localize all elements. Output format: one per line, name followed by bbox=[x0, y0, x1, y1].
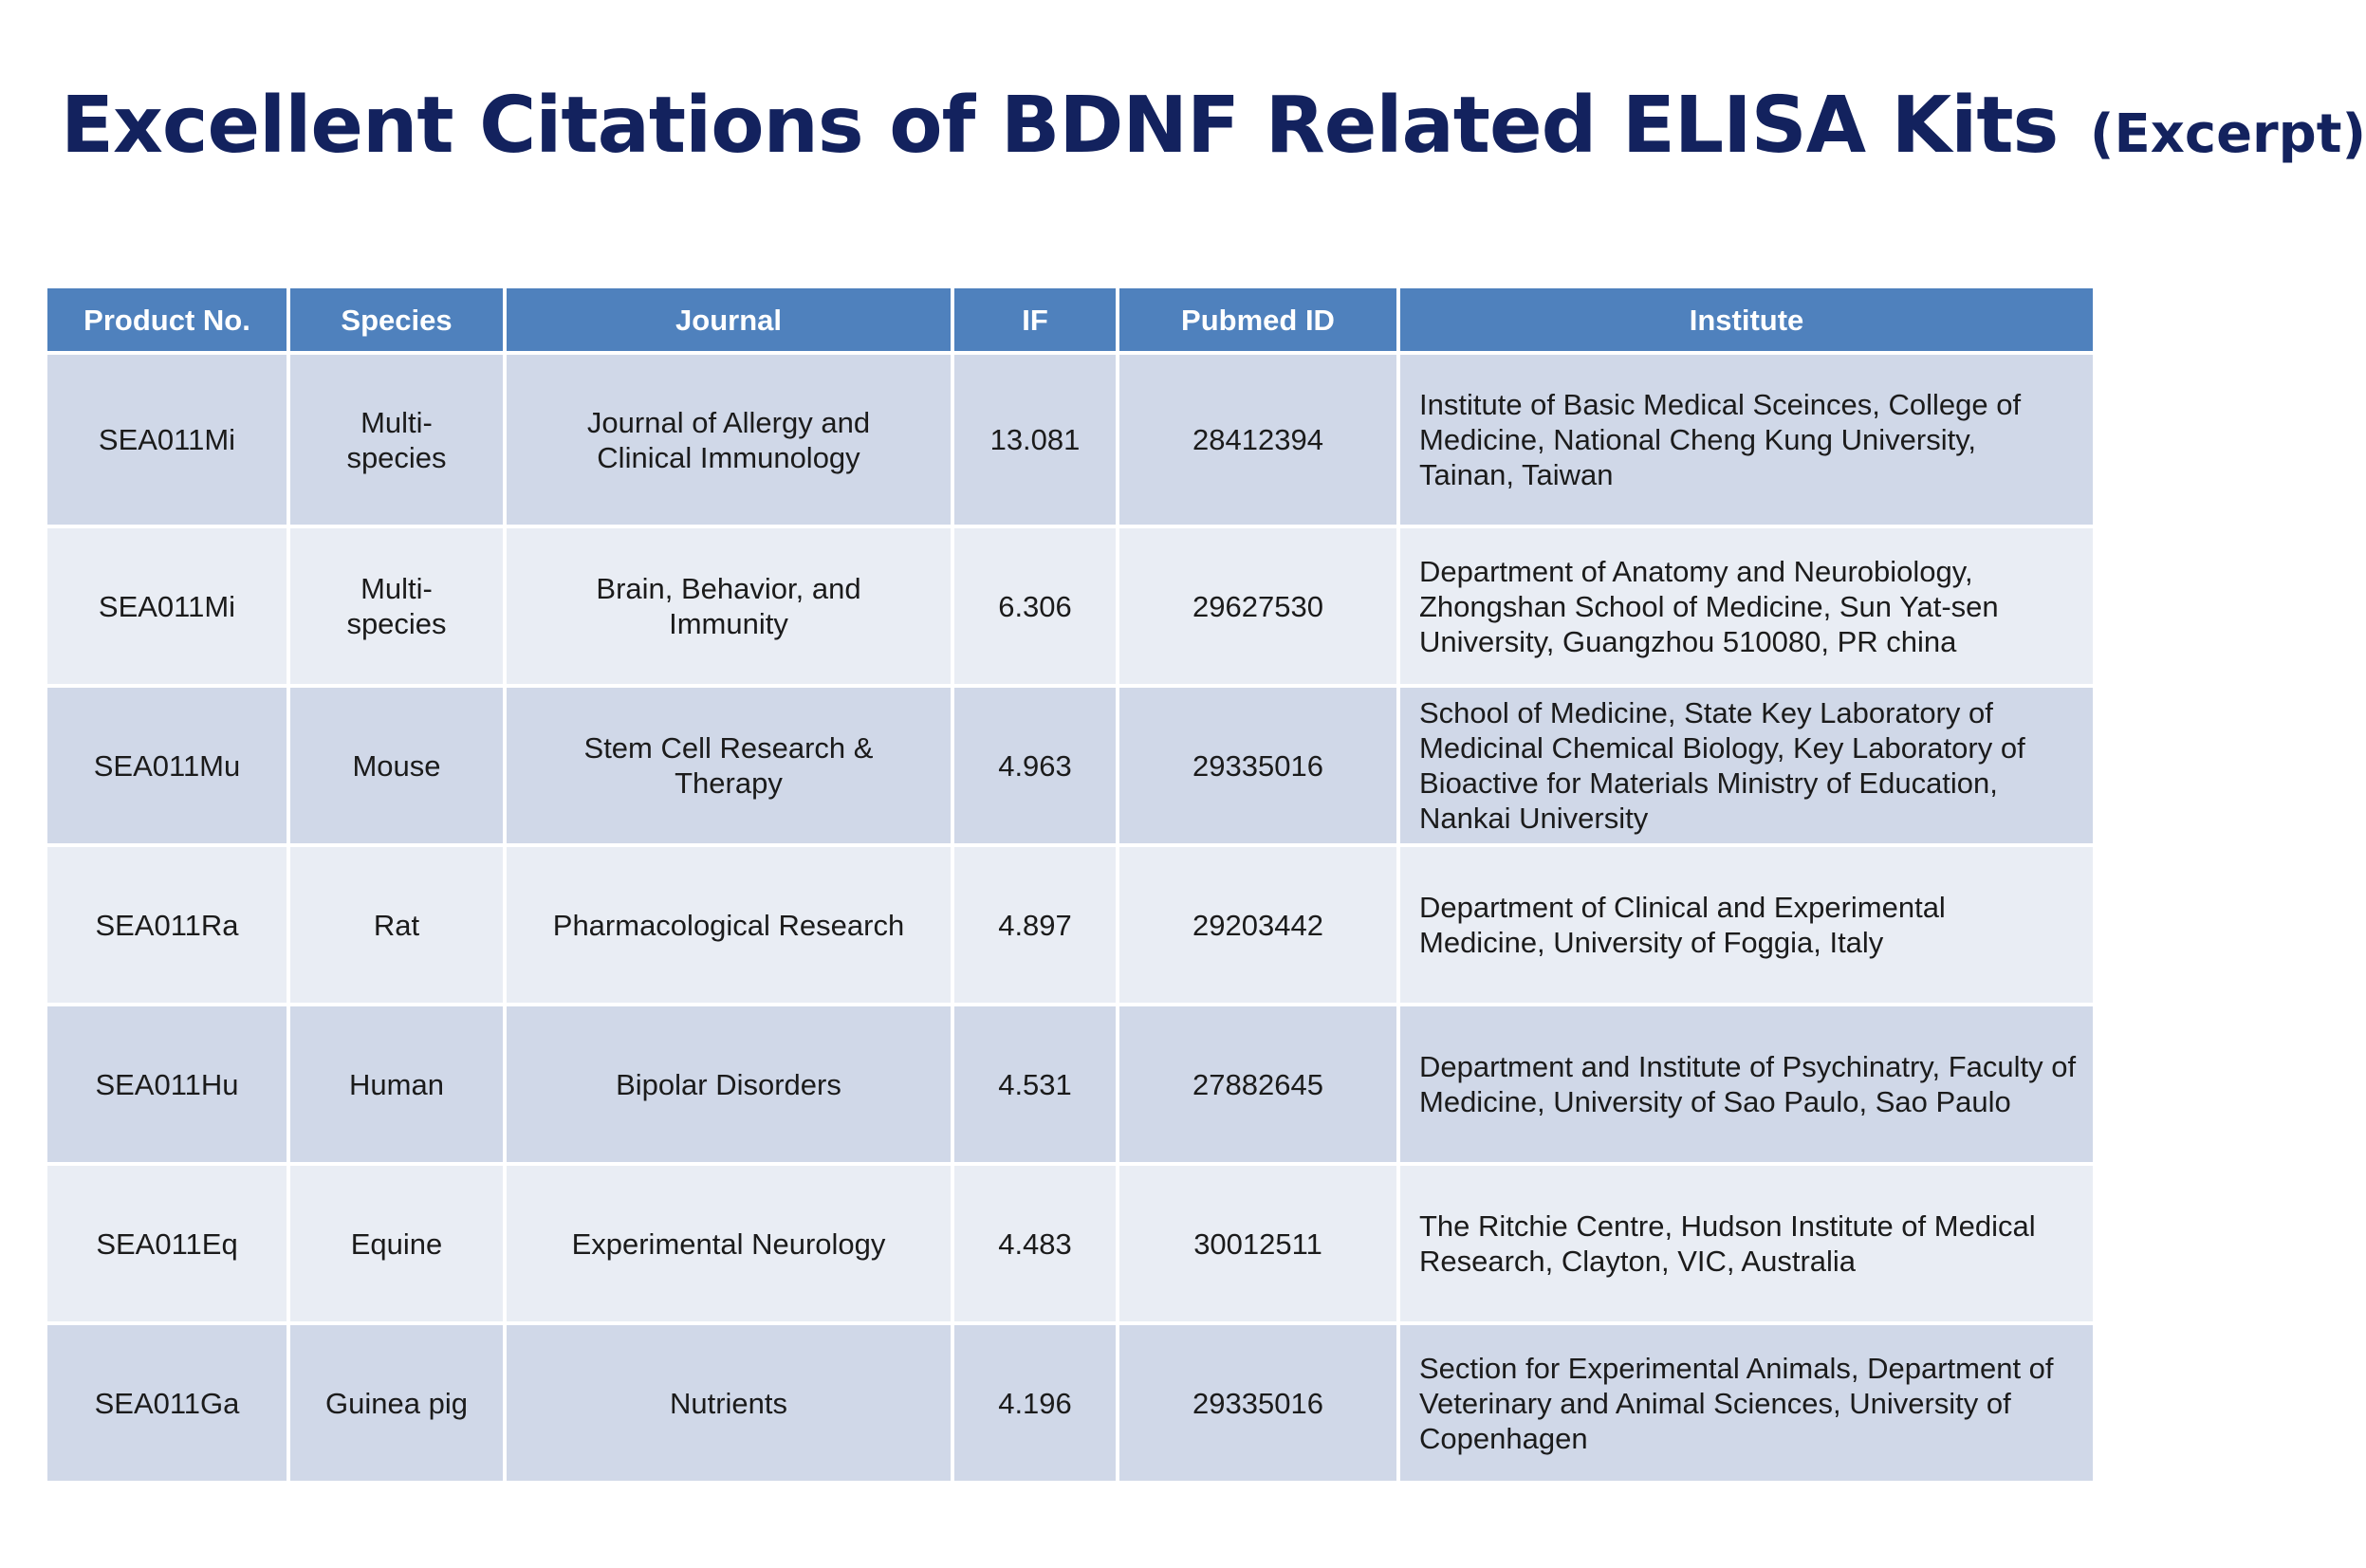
cell-pubmed-id: 28412394 bbox=[1118, 353, 1398, 526]
cell-product-no: SEA011Mu bbox=[46, 686, 288, 845]
title-subtitle: (Excerpt) bbox=[2089, 103, 2366, 165]
cell-species: Rat bbox=[288, 845, 505, 1005]
cell-product-no: SEA011Mi bbox=[46, 526, 288, 686]
cell-journal: Journal of Allergy and Clinical Immunology bbox=[505, 353, 952, 526]
cell-product-no: SEA011Ga bbox=[46, 1323, 288, 1483]
table-row bbox=[46, 686, 2095, 845]
cell-pubmed-id: 29335016 bbox=[1118, 686, 1398, 845]
cell-product-no: SEA011Ra bbox=[46, 845, 288, 1005]
header-institute: Institute bbox=[1398, 286, 2095, 353]
cell-if: 4.196 bbox=[952, 1323, 1118, 1483]
cell-pubmed-id: 29627530 bbox=[1118, 526, 1398, 686]
table-row bbox=[46, 1005, 2095, 1164]
cell-institute: Department of Anatomy and Neurobiology, Zhongshan School of Medicine, Sun Yat-sen University, Guangzhou 510080, PR china bbox=[1398, 526, 2095, 686]
cell-if: 4.483 bbox=[952, 1164, 1118, 1323]
cell-if: 6.306 bbox=[952, 526, 1118, 686]
table-row bbox=[46, 845, 2095, 1005]
cell-if: 13.081 bbox=[952, 353, 1118, 526]
cell-species: Equine bbox=[288, 1164, 505, 1323]
cell-institute: Department of Clinical and Experimental Medicine, University of Foggia, Italy bbox=[1398, 845, 2095, 1005]
page-title bbox=[61, 81, 2366, 171]
header-product-no: Product No. bbox=[46, 286, 288, 353]
table-row bbox=[46, 1323, 2095, 1483]
cell-product-no: SEA011Eq bbox=[46, 1164, 288, 1323]
table-row bbox=[46, 353, 2095, 526]
cell-institute: Institute of Basic Medical Sceinces, College of Medicine, National Cheng Kung University, Tainan, Taiwan bbox=[1398, 353, 2095, 526]
cell-institute: Section for Experimental Animals, Department of Veterinary and Animal Sciences, University of Copenhagen bbox=[1398, 1323, 2095, 1483]
cell-if: 4.963 bbox=[952, 686, 1118, 845]
cell-pubmed-id: 27882645 bbox=[1118, 1005, 1398, 1164]
cell-species: Guinea pig bbox=[288, 1323, 505, 1483]
header-if: IF bbox=[952, 286, 1118, 353]
cell-journal: Bipolar Disorders bbox=[505, 1005, 952, 1164]
cell-journal: Experimental Neurology bbox=[505, 1164, 952, 1323]
citations-table bbox=[44, 285, 2097, 1485]
cell-product-no: SEA011Hu bbox=[46, 1005, 288, 1164]
cell-species: Multi-species bbox=[288, 526, 505, 686]
table-row bbox=[46, 1164, 2095, 1323]
cell-journal: Pharmacological Research bbox=[505, 845, 952, 1005]
cell-journal: Brain, Behavior, and Immunity bbox=[505, 526, 952, 686]
cell-species: Mouse bbox=[288, 686, 505, 845]
title-main: Excellent Citations of BDNF Related ELISA Kits bbox=[61, 81, 2059, 171]
cell-institute: Department and Institute of Psychinatry, Faculty of Medicine, University of Sao Paulo, Sao Paulo bbox=[1398, 1005, 2095, 1164]
header-species: Species bbox=[288, 286, 505, 353]
cell-institute: The Ritchie Centre, Hudson Institute of Medical Research, Clayton, VIC, Australia bbox=[1398, 1164, 2095, 1323]
cell-product-no: SEA011Mi bbox=[46, 353, 288, 526]
cell-institute: School of Medicine, State Key Laboratory of Medicinal Chemical Biology, Key Laboratory of Bioactive for Materials Ministry of Education, Nankai University bbox=[1398, 686, 2095, 845]
cell-if: 4.531 bbox=[952, 1005, 1118, 1164]
cell-journal: Stem Cell Research & Therapy bbox=[505, 686, 952, 845]
cell-species: Human bbox=[288, 1005, 505, 1164]
header-journal: Journal bbox=[505, 286, 952, 353]
table-header-row bbox=[46, 286, 2095, 353]
cell-pubmed-id: 29335016 bbox=[1118, 1323, 1398, 1483]
cell-if: 4.897 bbox=[952, 845, 1118, 1005]
cell-pubmed-id: 29203442 bbox=[1118, 845, 1398, 1005]
cell-journal: Nutrients bbox=[505, 1323, 952, 1483]
header-pubmed-id: Pubmed ID bbox=[1118, 286, 1398, 353]
table-row bbox=[46, 526, 2095, 686]
cell-species: Multi-species bbox=[288, 353, 505, 526]
cell-pubmed-id: 30012511 bbox=[1118, 1164, 1398, 1323]
